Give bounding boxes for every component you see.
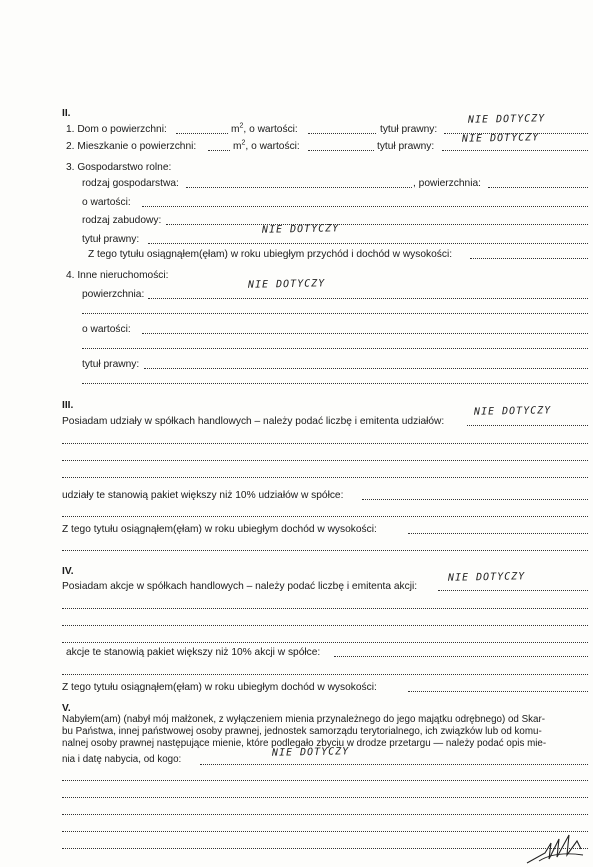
dom-title-label: tytuł prawny: xyxy=(380,124,438,135)
gosp-tytul-handwritten: NIE DOTYCZY xyxy=(261,223,340,236)
akcje-packet-field-2[interactable] xyxy=(62,674,588,675)
akcje-field[interactable] xyxy=(438,590,588,591)
gosp-wartosc-label: o wartości: xyxy=(82,197,131,208)
mieszkanie-m2: $m^2$, o wartości: xyxy=(233,139,300,152)
mieszkanie-label: 2. Mieszkanie o powierzchni: xyxy=(66,141,197,152)
section-ii-heading: II. xyxy=(62,108,71,119)
dom-m2: $m^2$, o wartości: xyxy=(231,122,298,135)
gosp-income-field[interactable] xyxy=(470,258,588,259)
signature-scribble xyxy=(525,831,585,865)
inne-tytul-field[interactable] xyxy=(144,368,588,369)
rodzaj-gospodarstwa-field[interactable] xyxy=(186,187,412,188)
udzialy-packet-label: udziały te stanowią pakiet większy niż 10% udziałów w spółce: xyxy=(62,490,344,501)
inne-label: 4. Inne nieruchomości: xyxy=(66,270,169,281)
mieszkanie-title-label: tytuł prawny: xyxy=(377,141,435,152)
inne-pow-label: powierzchnia: xyxy=(82,289,145,300)
udzialy-label: Posiadam udziały w spółkach handlowych – należy podać liczbę i emitenta udziałów: xyxy=(62,416,445,427)
akcje-income-label: Z tego tytułu osiągnąłem(ęłam) w roku ubiegłym dochód w wysokości: xyxy=(62,682,377,693)
akcje-packet-field[interactable] xyxy=(334,656,588,657)
gospodarstwo-label: 3. Gospodarstwo rolne: xyxy=(66,162,172,173)
dom-label: 1. Dom o powierzchni: xyxy=(66,124,167,135)
udzialy-field-2[interactable] xyxy=(62,443,588,444)
dom-handwritten: NIE DOTYCZY xyxy=(467,113,546,126)
inne-tytul-label: tytuł prawny: xyxy=(82,359,140,370)
mienie-handwritten: NIE DOTYCZY xyxy=(271,746,350,759)
gosp-wartosc-field[interactable] xyxy=(142,206,588,207)
udzialy-field-3[interactable] xyxy=(62,460,588,461)
gosp-tytul-label: tytuł prawny: xyxy=(82,234,140,245)
gosp-powierzchnia-field[interactable] xyxy=(488,187,588,188)
akcje-field-3[interactable] xyxy=(62,625,588,626)
dom-value-field[interactable] xyxy=(308,133,376,134)
inne-wartosc-field[interactable] xyxy=(142,333,588,334)
inne-tytul-field-2[interactable] xyxy=(82,383,588,384)
udzialy-income-field-2[interactable] xyxy=(62,550,588,551)
dom-area-field[interactable] xyxy=(176,133,228,134)
akcje-field-2[interactable] xyxy=(62,608,588,609)
mienie-text-1: Nabyłem(am) (nabył mój małżonek, z wyłączeniem mienia przynależnego do jego majątku odrębnego) od Skar- xyxy=(62,714,545,725)
udzialy-income-label: Z tego tytułu osiągnąłem(ęłam) w roku ubiegłym dochód w wysokości: xyxy=(62,524,377,535)
mienie-field-6[interactable] xyxy=(62,848,588,849)
akcje-field-4[interactable] xyxy=(62,642,588,643)
mieszkanie-title-field[interactable] xyxy=(442,150,588,151)
udzialy-field[interactable] xyxy=(467,425,588,426)
gosp-tytul-field[interactable] xyxy=(148,243,588,244)
mienie-text-3: nalnej osoby prawnej następujące mienie, które podlegało zbyciu w drodze przetargu — należy podać opis mie- xyxy=(62,738,547,749)
mieszkanie-handwritten: NIE DOTYCZY xyxy=(461,132,540,145)
inne-wartosc-field-2[interactable] xyxy=(82,348,588,349)
gosp-powierzchnia-label: , powierzchnia: xyxy=(413,178,481,189)
udzialy-income-field[interactable] xyxy=(408,533,588,534)
section-v-heading: V. xyxy=(62,703,71,714)
inne-wartosc-label: o wartości: xyxy=(82,324,131,335)
mienie-field-2[interactable] xyxy=(62,780,588,781)
akcje-handwritten: NIE DOTYCZY xyxy=(447,571,526,584)
inne-pow-handwritten: NIE DOTYCZY xyxy=(247,278,326,291)
section-iv-heading: IV. xyxy=(62,566,74,577)
zabudowy-field[interactable] xyxy=(166,224,588,225)
mienie-field-3[interactable] xyxy=(62,797,588,798)
inne-pow-field-2[interactable] xyxy=(82,313,588,314)
udzialy-field-4[interactable] xyxy=(62,477,588,478)
inne-pow-field[interactable] xyxy=(148,298,588,299)
akcje-packet-label: akcje te stanowią pakiet większy niż 10% akcji w spółce: xyxy=(66,647,321,658)
gosp-income-label: Z tego tytułu osiągnąłem(ęłam) w roku ubiegłym przychód i dochód w wysokości: xyxy=(88,249,453,260)
udzialy-packet-field[interactable] xyxy=(362,499,588,500)
mienie-text-2: bu Państwa, innej państwowej osoby prawnej, jednostek samorządu terytorialnego, ich związków lub od komu- xyxy=(62,726,542,737)
mieszkanie-value-field[interactable] xyxy=(308,150,374,151)
mienie-field-5[interactable] xyxy=(62,831,588,832)
mienie-field[interactable] xyxy=(200,764,588,765)
mienie-text-4: nia i datę nabycia, od kogo: xyxy=(62,754,182,765)
udzialy-packet-field-2[interactable] xyxy=(62,516,588,517)
udzialy-handwritten: NIE DOTYCZY xyxy=(473,405,552,418)
rodzaj-gospodarstwa-label: rodzaj gospodarstwa: xyxy=(82,178,179,189)
mienie-field-4[interactable] xyxy=(62,814,588,815)
akcje-income-field[interactable] xyxy=(408,691,588,692)
section-iii-heading: III. xyxy=(62,400,74,411)
akcje-label: Posiadam akcje w spółkach handlowych – należy podać liczbę i emitenta akcji: xyxy=(62,581,418,592)
zabudowy-label: rodzaj zabudowy: xyxy=(82,215,162,226)
mieszkanie-area-field[interactable] xyxy=(208,150,230,151)
